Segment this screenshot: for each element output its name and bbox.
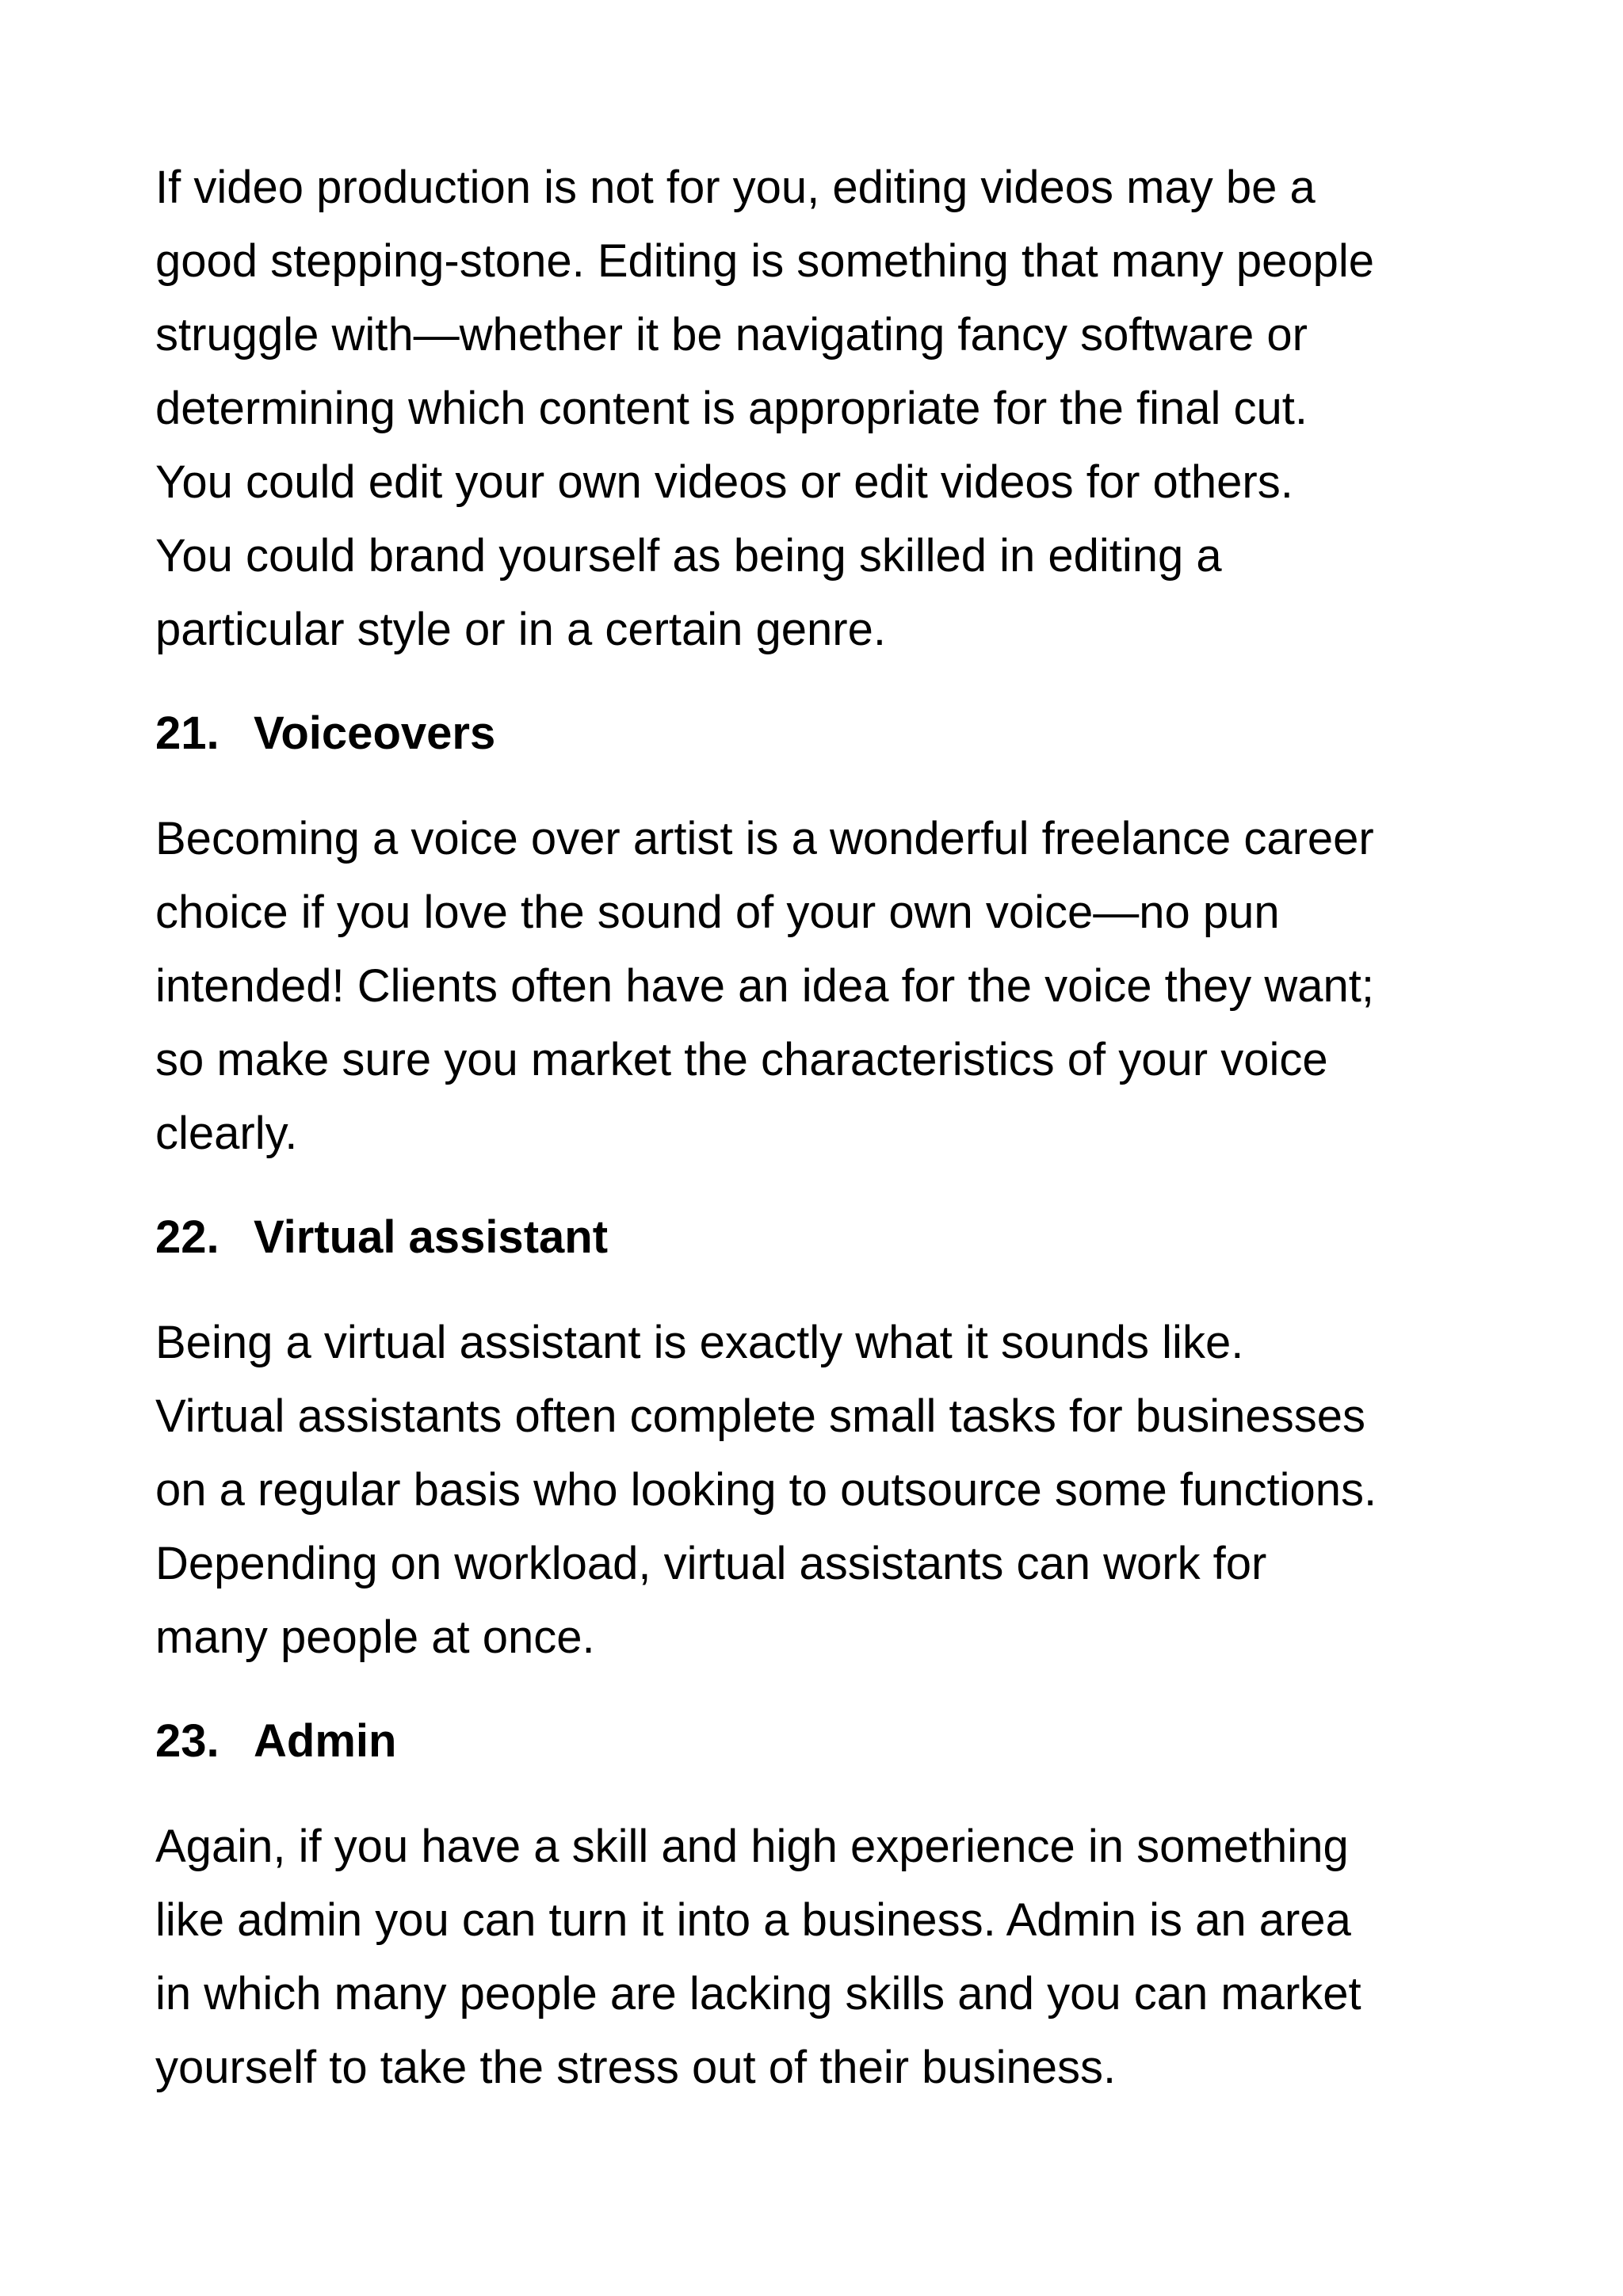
paragraph-line: so make sure you market the characteristics of your voice	[155, 1034, 1328, 1085]
paragraph-line: yourself to take the stress out of their business.	[155, 2042, 1117, 2093]
paragraph-line: good stepping-stone. Editing is something that many people	[155, 235, 1374, 287]
section-title: Voiceovers	[254, 707, 496, 759]
paragraph-line: like admin you can turn it into a business. Admin is an area	[155, 1894, 1351, 1946]
paragraph-line: choice if you love the sound of your own voice—no pun	[155, 887, 1280, 938]
paragraph-line: Being a virtual assistant is exactly what it sounds like.	[155, 1317, 1244, 1368]
section-title: Admin	[254, 1715, 397, 1767]
section-heading	[155, 1704, 1495, 1778]
paragraph-line: in which many people are lacking skills and you can market	[155, 1968, 1361, 2019]
section-number: 21.	[155, 707, 220, 759]
section-number: 23.	[155, 1715, 220, 1767]
paragraph-line: Virtual assistants often complete small tasks for businesses	[155, 1390, 1365, 1442]
intro-paragraph	[155, 151, 1495, 666]
paragraph-line: on a regular basis who looking to outsource some functions.	[155, 1464, 1377, 1516]
paragraph-line: determining which content is appropriate for the final cut.	[155, 383, 1308, 434]
section-paragraph	[155, 802, 1495, 1170]
paragraph-line: intended! Clients often have an idea for the voice they want;	[155, 960, 1374, 1012]
section-admin	[155, 1704, 1495, 2104]
section-virtual-assistant	[155, 1200, 1495, 1674]
paragraph-line: You could brand yourself as being skilled in editing a	[155, 530, 1222, 582]
paragraph-line: Depending on workload, virtual assistants can work for	[155, 1538, 1267, 1589]
section-paragraph	[155, 1810, 1495, 2104]
section-number: 22.	[155, 1211, 220, 1263]
section-title: Virtual assistant	[254, 1211, 609, 1263]
paragraph-line: If video production is not for you, editing videos may be a	[155, 162, 1316, 213]
paragraph-line: You could edit your own videos or edit videos for others.	[155, 456, 1293, 508]
section-heading	[155, 1200, 1495, 1274]
paragraph-line: Again, if you have a skill and high experience in something	[155, 1821, 1349, 1872]
document-page	[155, 151, 1495, 2104]
paragraph-line: Becoming a voice over artist is a wonderful freelance career	[155, 813, 1374, 864]
section-heading	[155, 696, 1495, 770]
section-voiceovers	[155, 696, 1495, 1170]
paragraph-line: struggle with—whether it be navigating fancy software or	[155, 309, 1308, 360]
paragraph-line: particular style or in a certain genre.	[155, 604, 886, 655]
paragraph-line: many people at once.	[155, 1611, 595, 1663]
paragraph-line: clearly.	[155, 1108, 298, 1159]
section-paragraph	[155, 1306, 1495, 1674]
